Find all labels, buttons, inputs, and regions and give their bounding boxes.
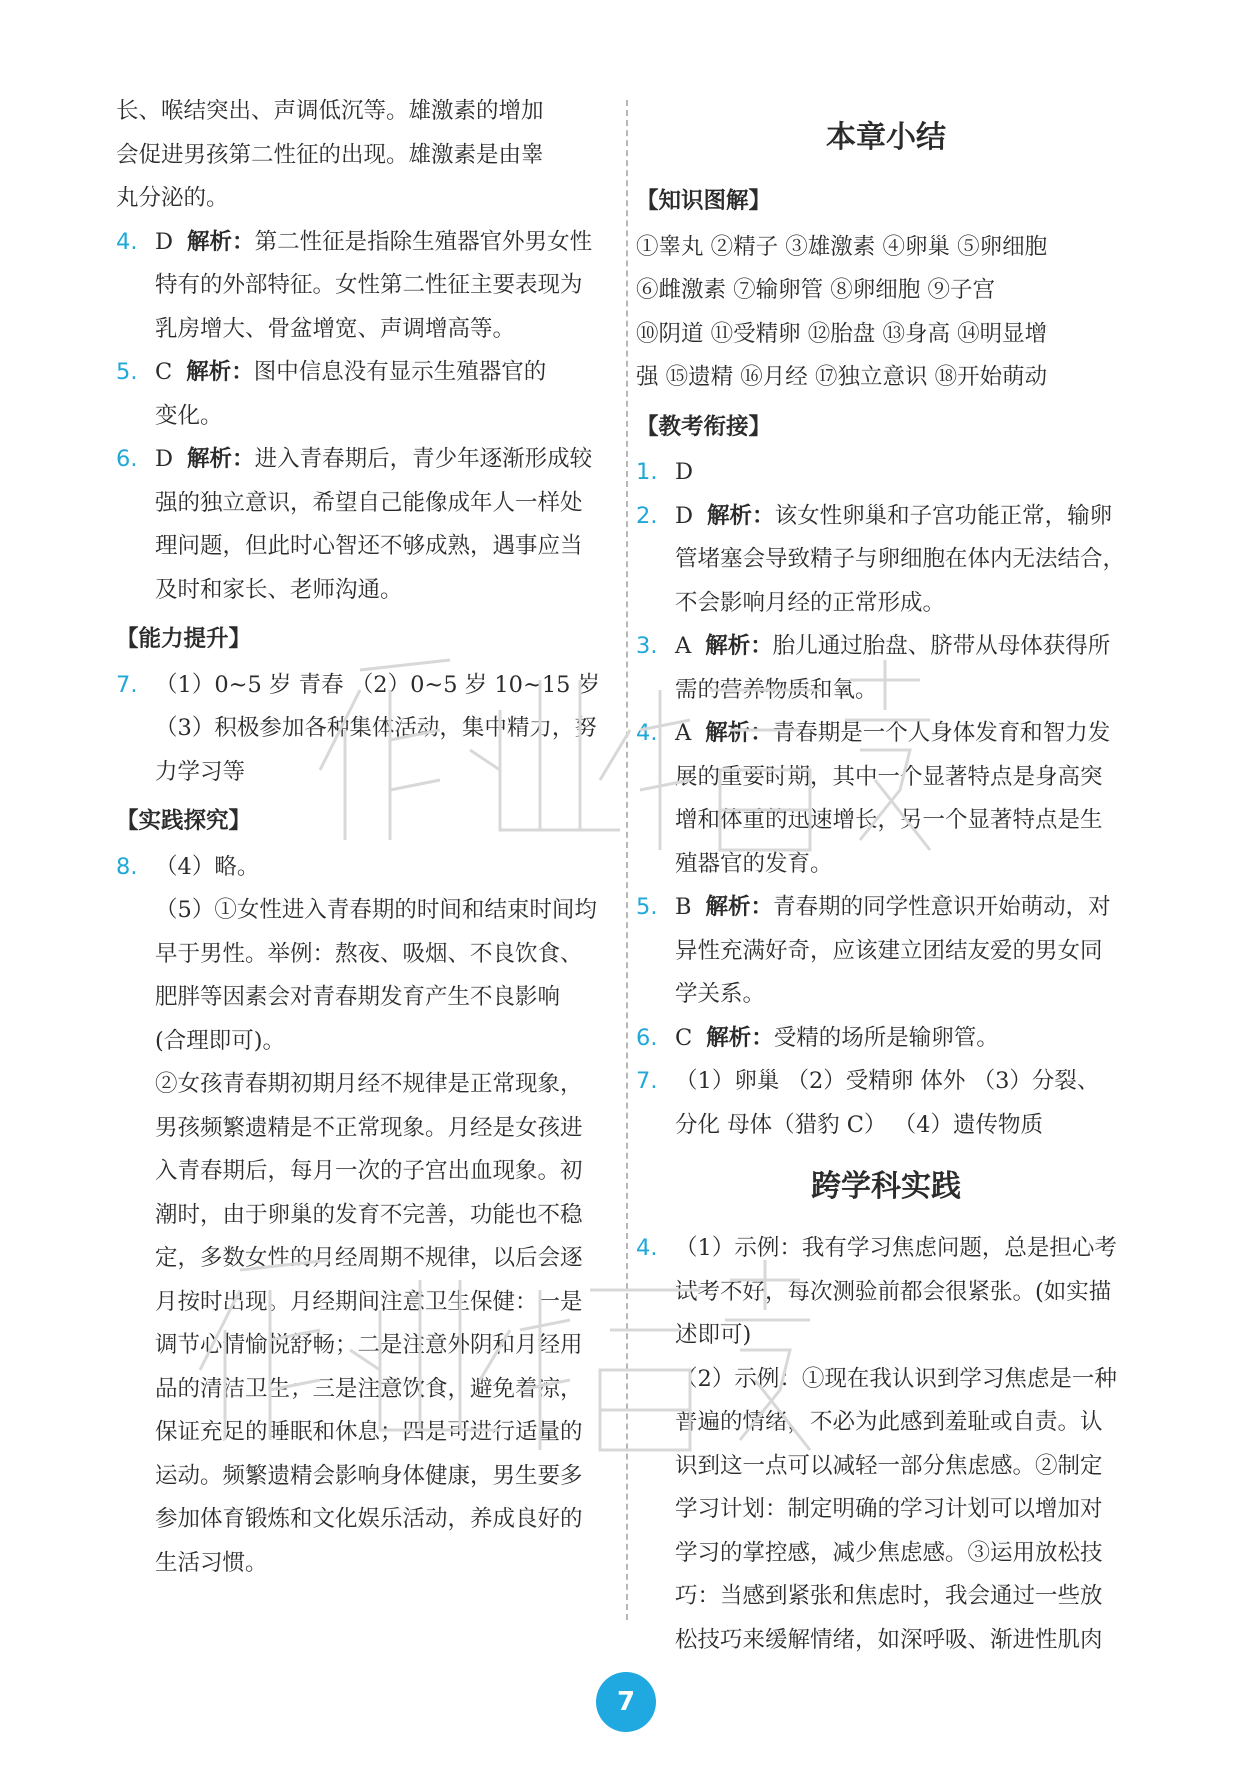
analysis-label: 解析： bbox=[707, 502, 775, 529]
analysis-label: 解析： bbox=[706, 1024, 774, 1051]
answer-letter: D bbox=[675, 502, 694, 529]
exam-question-3 bbox=[636, 625, 1136, 712]
answer-text: 肥胖等因素会对青春期发育产生不良影响 bbox=[155, 984, 561, 1010]
answer-text: 学习的掌控感，减少焦虑感。③运用放松技 bbox=[675, 1539, 1103, 1566]
analysis-text: 强的独立意识，希望自己能像成年人一样处 bbox=[155, 489, 583, 516]
answer-text: （4）略。 bbox=[155, 853, 260, 880]
analysis-label: 解析： bbox=[187, 228, 255, 255]
analysis-text: 需的营养物质和氧。 bbox=[675, 676, 878, 703]
knowledge-line: ⑥雌激素 ⑦输卵管 ⑧卵细胞 ⑨子宫 bbox=[636, 277, 995, 303]
question-number: 4. bbox=[636, 1235, 658, 1261]
answer-text: 述即可) bbox=[675, 1322, 752, 1348]
answer-text: 识到这一点可以减轻一部分焦虑感。②制定 bbox=[675, 1452, 1103, 1479]
question-6 bbox=[116, 438, 616, 612]
question-7 bbox=[116, 664, 616, 795]
answer-text: 定，多数女性的月经周期不规律，以后会逐 bbox=[155, 1245, 583, 1271]
interdisciplinary-practice-title: 跨学科实践 bbox=[811, 1169, 961, 1204]
question-number: 5. bbox=[116, 359, 138, 385]
question-number: 7. bbox=[116, 671, 138, 698]
answer-text: （1）示例：我有学习焦虑问题，总是担心考 bbox=[675, 1235, 1117, 1261]
answer-text: 学习计划：制定明确的学习计划可以增加对 bbox=[675, 1496, 1103, 1522]
knowledge-line: 强 ⑮遗精 ⑯月经 ⑰独立意识 ⑱开始萌动 bbox=[636, 364, 1048, 390]
question-number: 5. bbox=[636, 894, 658, 920]
answer-letter: C bbox=[675, 1024, 693, 1051]
analysis-text: 第二性征是指除生殖器官外男女性 bbox=[254, 228, 593, 255]
answer-text: 月按时出现。月经期间注意卫生保健：一是 bbox=[155, 1288, 583, 1315]
question-number: 7. bbox=[636, 1068, 658, 1094]
answer-text: 力学习等 bbox=[155, 758, 246, 785]
question-number: 3. bbox=[636, 633, 658, 659]
continued-text-line: 会促进男孩第二性征的出现。雄激素是由睾 bbox=[116, 141, 544, 168]
question-number: 8. bbox=[116, 853, 138, 880]
analysis-text: 殖器官的发育。 bbox=[675, 850, 833, 877]
answer-text: （1）卵巢 （2）受精卵 体外 （3）分裂、 bbox=[675, 1068, 1100, 1094]
answer-letter: C bbox=[155, 359, 173, 385]
continued-text-line: 丸分泌的。 bbox=[116, 185, 229, 211]
analysis-text: 学关系。 bbox=[675, 981, 766, 1007]
section-heading-knowledge: 【知识图解】 bbox=[636, 188, 772, 214]
answer-letter: B bbox=[675, 894, 692, 920]
question-number: 6. bbox=[636, 1024, 658, 1051]
answer-letter: D bbox=[155, 446, 174, 472]
analysis-text: 异性充满好奇，应该建立团结友爱的男女同 bbox=[675, 937, 1103, 964]
answer-text: 调节心情愉悦舒畅；二是注意外阴和月经用 bbox=[155, 1332, 583, 1358]
answer-text: （2）示例：①现在我认识到学习焦虑是一种 bbox=[675, 1365, 1117, 1392]
exam-question-4 bbox=[636, 712, 1136, 886]
chapter-summary-title: 本章小结 bbox=[826, 120, 946, 155]
answer-text: 保证充足的睡眠和休息；四是可进行适量的 bbox=[155, 1419, 583, 1445]
continued-text-line: 长、喉结突出、声调低沉等。雄激素的增加 bbox=[116, 98, 544, 124]
answer-text: 巧：当感到紧张和焦虑时，我会通过一些放 bbox=[675, 1583, 1103, 1609]
exam-question-6 bbox=[636, 1017, 1136, 1061]
question-number: 1. bbox=[636, 459, 658, 485]
question-4 bbox=[116, 221, 616, 352]
analysis-text: 图中信息没有显示生殖器官的 bbox=[253, 359, 547, 385]
analysis-text: 该女性卵巢和子宫功能正常，输卵 bbox=[774, 502, 1113, 529]
analysis-text: 受精的场所是输卵管。 bbox=[773, 1024, 999, 1051]
analysis-text: 特有的外部特征。女性第二性征主要表现为 bbox=[155, 272, 583, 298]
question-number: 2. bbox=[636, 502, 658, 529]
knowledge-line: ⑩阴道 ⑪受精卵 ⑫胎盘 ⑬身高 ⑭明显增 bbox=[636, 320, 1048, 347]
analysis-text: 进入青春期后，青少年逐渐形成较 bbox=[254, 446, 593, 472]
right-column bbox=[636, 90, 1136, 1662]
analysis-text: 乳房增大、骨盆增宽、声调增高等。 bbox=[155, 315, 516, 342]
analysis-text: 青春期是一个人身体发育和智力发 bbox=[772, 720, 1111, 746]
answer-text: （1）0~5 岁 青春 （2）0~5 岁 10~15 岁 bbox=[155, 671, 601, 698]
analysis-text: 展的重要时期，其中一个显著特点是身高突 bbox=[675, 763, 1103, 790]
practice-question-4 bbox=[636, 1227, 1136, 1662]
answer-text: 参加体育锻炼和文化娱乐活动，养成良好的 bbox=[155, 1506, 583, 1532]
answer-text: （5）①女性进入青春期的时间和结束时间均 bbox=[155, 897, 597, 923]
analysis-text: 管堵塞会导致精子与卵细胞在体内无法结合， bbox=[675, 546, 1126, 572]
exam-question-7 bbox=[636, 1060, 1136, 1147]
analysis-text: 及时和家长、老师沟通。 bbox=[155, 576, 403, 603]
left-column bbox=[116, 90, 616, 1585]
answer-text: 运动。频繁遗精会影响身体健康，男生要多 bbox=[155, 1462, 583, 1489]
answer-text: (合理即可)。 bbox=[155, 1027, 286, 1054]
analysis-label: 解析： bbox=[705, 720, 773, 746]
analysis-text: 不会影响月经的正常形成。 bbox=[675, 589, 946, 616]
page-number-badge: 7 bbox=[596, 1672, 656, 1732]
answer-text: 试考不好，每次测验前都会很紧张。(如实描 bbox=[675, 1278, 1112, 1305]
question-5 bbox=[116, 351, 616, 438]
exam-question-5 bbox=[636, 886, 1136, 1017]
answer-letter: A bbox=[675, 633, 692, 659]
question-number: 4. bbox=[636, 720, 658, 746]
answer-text: 潮时，由于卵巢的发育不完善，功能也不稳 bbox=[155, 1201, 583, 1228]
analysis-text: 青春期的同学性意识开始萌动，对 bbox=[773, 894, 1111, 920]
question-number: 6. bbox=[116, 446, 138, 472]
analysis-label: 解析： bbox=[186, 359, 254, 385]
section-heading-ability: 【能力提升】 bbox=[116, 626, 252, 652]
analysis-text: 理问题，但此时心智还不够成熟，遇事应当 bbox=[155, 533, 583, 559]
answer-text: ②女孩青春期初期月经不规律是正常现象， bbox=[155, 1071, 583, 1097]
section-heading-exam: 【教考衔接】 bbox=[636, 413, 772, 440]
analysis-label: 解析： bbox=[705, 894, 774, 920]
analysis-text: 变化。 bbox=[155, 402, 223, 429]
answer-text: 入青春期后，每月一次的子宫出血现象。初 bbox=[155, 1158, 583, 1184]
question-number: 4. bbox=[116, 228, 138, 255]
answer-text: 男孩频繁遗精是不正常现象。月经是女孩进 bbox=[155, 1114, 583, 1141]
section-heading-practice: 【实践探究】 bbox=[116, 808, 252, 834]
exam-question-1 bbox=[636, 451, 1136, 495]
answer-letter: D bbox=[675, 459, 694, 485]
analysis-label: 解析： bbox=[705, 633, 773, 659]
knowledge-line: ①睾丸 ②精子 ③雄激素 ④卵巢 ⑤卵细胞 bbox=[636, 233, 1048, 260]
analysis-text: 增和体重的迅速增长，另一个显著特点是生 bbox=[675, 807, 1103, 833]
answer-letter: A bbox=[675, 720, 692, 746]
exam-question-2 bbox=[636, 495, 1136, 626]
answer-text: 普遍的情绪，不必为此感到羞耻或自责。认 bbox=[675, 1409, 1103, 1435]
analysis-text: 胎儿通过胎盘、脐带从母体获得所 bbox=[772, 633, 1111, 659]
question-8 bbox=[116, 846, 616, 1586]
answer-text: 分化 母体（猎豹 C） （4）遗传物质 bbox=[675, 1111, 1043, 1138]
analysis-label: 解析： bbox=[187, 446, 255, 472]
answer-text: 松技巧来缓解情绪，如深呼吸、渐进性肌肉 bbox=[675, 1626, 1103, 1653]
answer-text: 品的清洁卫生；三是注意饮食，避免着凉， bbox=[155, 1375, 583, 1402]
answer-text: （3）积极参加各种集体活动，集中精力，努 bbox=[155, 715, 597, 741]
answer-letter: D bbox=[155, 228, 174, 255]
column-divider bbox=[626, 100, 628, 1620]
answer-text: 早于男性。举例：熬夜、吸烟、不良饮食、 bbox=[155, 940, 583, 967]
answer-text: 生活习惯。 bbox=[155, 1549, 268, 1576]
